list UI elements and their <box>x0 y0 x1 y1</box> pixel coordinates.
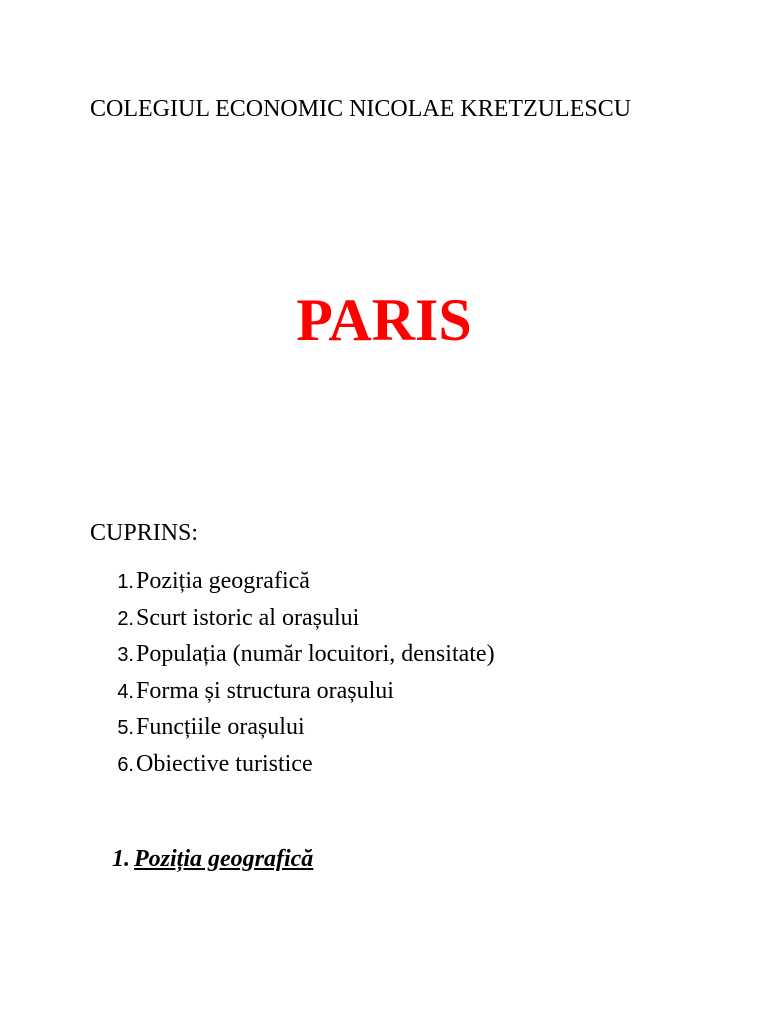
toc-heading: CUPRINS: <box>90 520 199 546</box>
toc-item-label: Populația (număr locuitori, densitate) <box>136 641 495 668</box>
toc-item <box>90 638 495 675</box>
toc-item-label: Funcțiile orașului <box>136 714 305 741</box>
toc-item <box>90 602 495 639</box>
toc-item-number: 6. <box>117 753 134 776</box>
document-title: PARIS <box>296 287 472 353</box>
toc-item-number: 3. <box>117 644 134 667</box>
toc-item-number: 2. <box>117 607 134 630</box>
section-heading <box>112 843 313 875</box>
school-name: COLEGIUL ECONOMIC NICOLAE KRETZULESCU <box>90 96 632 122</box>
toc-item-label: Poziția geografică <box>136 568 310 594</box>
toc-item <box>90 748 495 785</box>
section-number: 1. <box>112 846 130 872</box>
toc-item <box>90 711 495 748</box>
toc-item-number: 5. <box>117 717 134 740</box>
toc-item-label: Scurt istoric al orașului <box>136 604 360 631</box>
section-title: Poziția geografică <box>134 846 314 872</box>
toc-item <box>90 675 495 712</box>
toc-item-label: Forma și structura orașului <box>136 677 394 704</box>
table-of-contents <box>90 565 495 785</box>
toc-item-label: Obiective turistice <box>136 750 313 777</box>
toc-item-number: 1. <box>117 571 134 593</box>
toc-item-number: 4. <box>117 680 134 703</box>
toc-item <box>90 565 495 602</box>
